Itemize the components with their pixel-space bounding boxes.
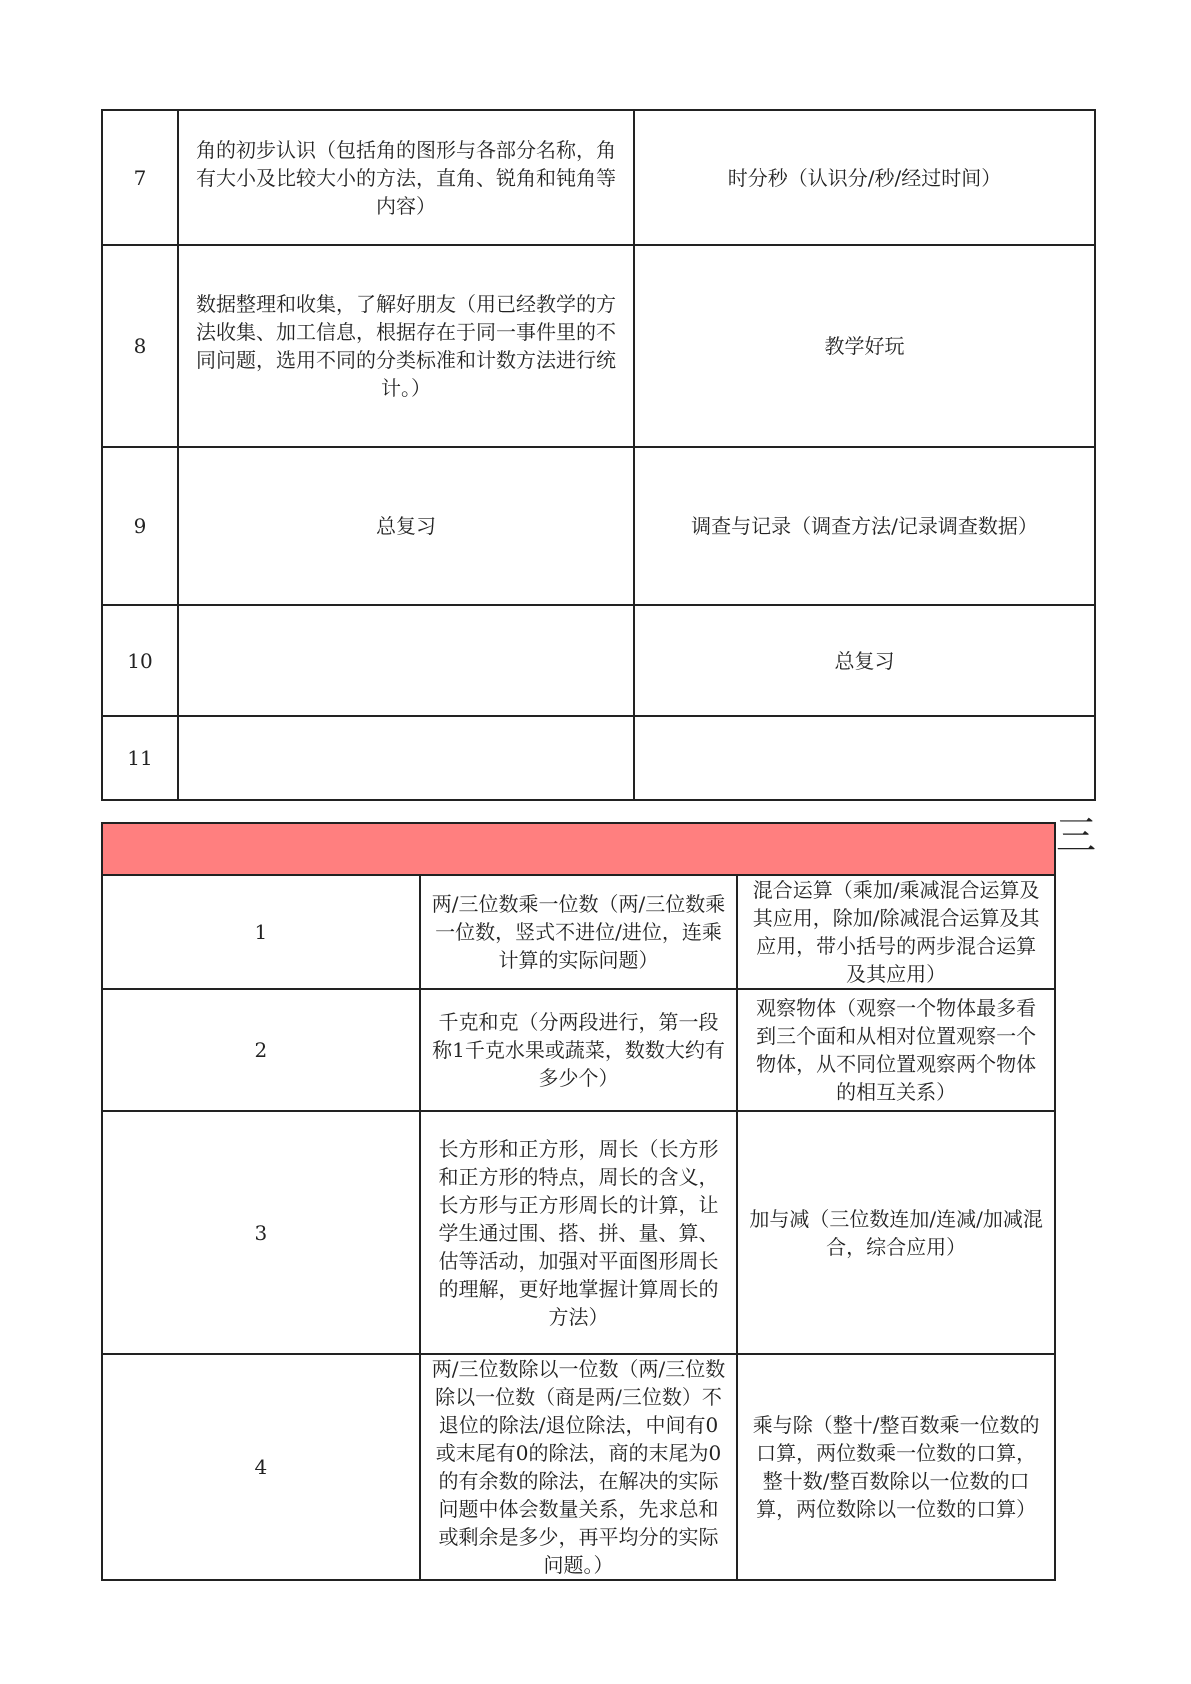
- table-row: [102, 447, 1095, 605]
- table-row: [102, 716, 1095, 800]
- lesson-cell-left[interactable]: 长方形和正方形，周长（长方形和正方形的特点，周长的含义，长方形与正方形周长的计算，让学生通过围、搭、拼、量、算、估等活动，加强对平面图形周长的理解，更好地掌握计算周长的方法）: [420, 1111, 738, 1354]
- row-number[interactable]: 9: [102, 447, 178, 605]
- lesson-cell-right[interactable]: 混合运算（乘加/乘减混合运算及其应用，除加/除减混合运算及其应用，带小括号的两步混合运算及其应用）: [737, 875, 1055, 989]
- section-banner[interactable]: [102, 823, 1055, 875]
- table-row: [102, 1111, 1055, 1354]
- lesson-cell-right[interactable]: 调查与记录（调查方法/记录调查数据）: [634, 447, 1095, 605]
- row-number[interactable]: 4: [102, 1354, 420, 1580]
- row-number[interactable]: 2: [102, 989, 420, 1111]
- lesson-cell-right[interactable]: 乘与除（整十/整百数乘一位数的口算，两位数乘一位数的口算，整十数/整百数除以一位数的口算，两位数除以一位数的口算）: [737, 1354, 1055, 1580]
- table-row: [102, 110, 1095, 245]
- row-number[interactable]: 1: [102, 875, 420, 989]
- lesson-cell-right[interactable]: 加与减（三位数连加/连减/加减混合，综合应用）: [737, 1111, 1055, 1354]
- lesson-cell-right[interactable]: 观察物体（观察一个物体最多看到三个面和从相对位置观察一个物体，从不同位置观察两个物体的相互关系）: [737, 989, 1055, 1111]
- lesson-cell-left[interactable]: 两/三位数除以一位数（两/三位数除以一位数（商是两/三位数）不退位的除法/退位除法，中间有0 或末尾有0的除法，商的末尾为0的有余数的除法，在解决的实际问题中体会数量关系，先求总和或剩余是多少，再平均分的实际问题。）: [420, 1354, 738, 1580]
- lesson-cell-right[interactable]: 教学好玩: [634, 245, 1095, 447]
- lesson-cell-left[interactable]: 两/三位数乘一位数（两/三位数乘一位数，竖式不进位/进位，连乘计算的实际问题）: [420, 875, 738, 989]
- row-number[interactable]: 11: [102, 716, 178, 800]
- lesson-cell-left[interactable]: 数据整理和收集，了解好朋友（用已经教学的方法收集、加工信息，根据存在于同一事件里的不同问题，选用不同的分类标准和计数方法进行统计。）: [178, 245, 634, 447]
- lesson-cell-left[interactable]: 角的初步认识（包括角的图形与各部分名称，角有大小及比较大小的方法，直角、锐角和钝角等内容）: [178, 110, 634, 245]
- table-row: [102, 989, 1055, 1111]
- section-banner-row: [102, 823, 1055, 875]
- section-mark: 三: [1056, 813, 1096, 859]
- row-number[interactable]: 3: [102, 1111, 420, 1354]
- table-row: [102, 875, 1055, 989]
- lesson-cell-left[interactable]: [178, 605, 634, 716]
- lesson-cell-left[interactable]: 千克和克（分两段进行，第一段称1千克水果或蔬菜，数数大约有多少个）: [420, 989, 738, 1111]
- lesson-cell-right[interactable]: 时分秒（认识分/秒/经过时间）: [634, 110, 1095, 245]
- table-row: [102, 605, 1095, 716]
- table-row: [102, 245, 1095, 447]
- lesson-cell-left[interactable]: 总复习: [178, 447, 634, 605]
- row-number[interactable]: 10: [102, 605, 178, 716]
- lesson-cell-left[interactable]: [178, 716, 634, 800]
- lesson-cell-right[interactable]: 总复习: [634, 605, 1095, 716]
- row-number[interactable]: 7: [102, 110, 178, 245]
- row-number[interactable]: 8: [102, 245, 178, 447]
- schedule-table-lower: [101, 822, 1056, 1581]
- schedule-table-upper: [101, 109, 1096, 801]
- table-row: [102, 1354, 1055, 1580]
- lesson-cell-right[interactable]: [634, 716, 1095, 800]
